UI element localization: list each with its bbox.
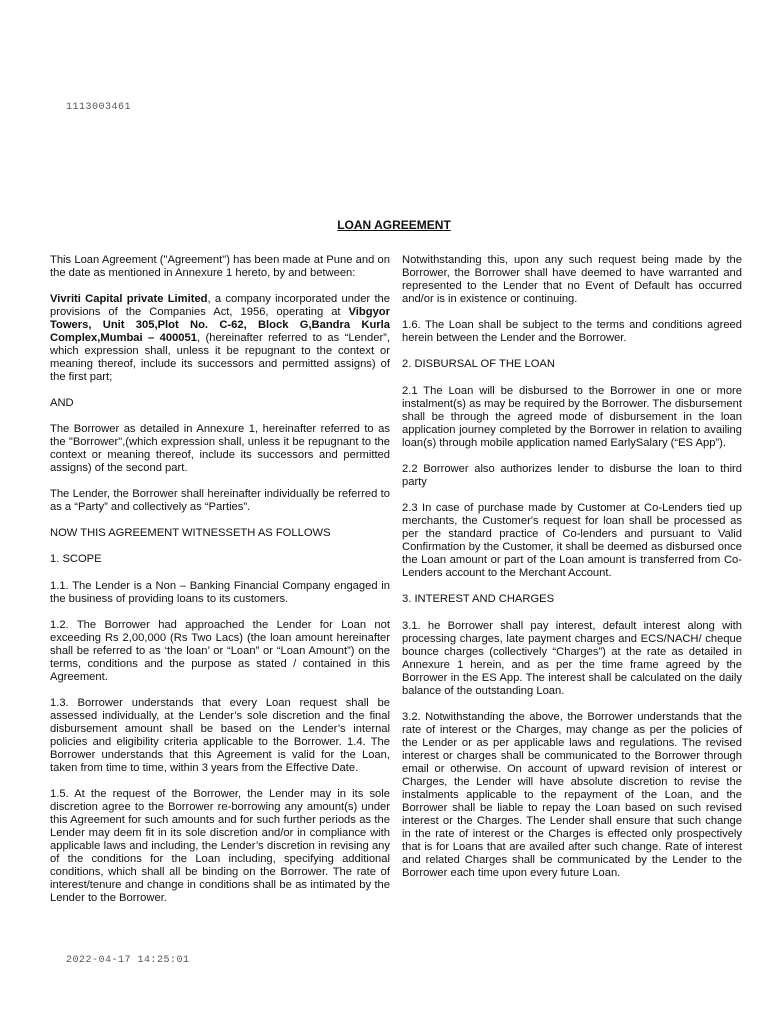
lender-name: Vivriti Capital private Limited: [50, 293, 208, 305]
intro-paragraph: This Loan Agreement ("Agreement") has been made at Pune and on the date as mentioned in Annexure 1 hereto, by and between:: [50, 254, 390, 279]
lender-text-1: , a company incorporated under the provisions of the Companies Act, 1956, operating at: [50, 293, 390, 318]
clause-1-1: 1.1. The Lender is a Non – Banking Financial Company engaged in the business of providing loans to its customers.: [50, 580, 390, 605]
print-timestamp: 2022-04-17 14:25:01: [66, 955, 190, 966]
clause-1-5: 1.5. At the request of the Borrower, the Lender may in its sole discretion agree to the Borrower re-borrowing any amount(s) under this Agreement for such amounts and for such further periods as the Lender may deem fit in its sole discretion and/or in compliance with applicable laws and including, the Lender’s discretion in revising any of the conditions for the Loan including, specifying additional conditions, which shall all be binding on the Borrower. The rate of interest/tenure and change in conditions shall be as intimated by the Lender to the Borrower.: [50, 788, 390, 904]
clause-1-2: 1.2. The Borrower had approached the Lender for Loan not exceeding Rs 2,00,000 (Rs Two Lacs) (the loan amount hereinafter shall be referred to as ‘the loan’ or “Loan” or “Loan Amount”) on the terms, conditions and the purpose as stated / contained in this Agreement.: [50, 619, 390, 683]
clause-2-1: 2.1 The Loan will be disbursed to the Borrower in one or more instalment(s) as may be required by the Borrower. The disbursement shall be through the agreed mode of disbursement in the loan application journey completed by the Borrower in relation to availing loan(s) through mobile application named EarlySalary (“ES App”).: [402, 385, 742, 449]
lender-party-paragraph: [50, 293, 390, 384]
lender-text-2: , (hereinafter referred to as “Lender”, which expression shall, unless it be repugnant to the context or meaning thereof, include its successors and permitted assigns) of the first part;: [50, 332, 391, 383]
borrower-paragraph: The Borrower as detailed in Annexure 1, hereinafter referred to as the "Borrower",(which expression shall, unless it be repugnant to the context or meaning thereof, include its successors and permitted assigns) of the second part.: [50, 423, 390, 474]
scope-heading: 1. SCOPE: [50, 553, 102, 565]
interest-heading: 3. INTEREST AND CHARGES: [402, 593, 555, 605]
right-column: [402, 254, 742, 893]
clause-1-3: 1.3. Borrower understands that every Loan request shall be assessed individually, at the Lender’s sole discretion and the final disbursement amount shall be based on the Lender’s internal policies and eligibility criteria applicable to the Borrower. 1.4. The Borrower understands that this Agreement is valid for the Loan, taken from time to time, within 3 years from the Effective Date.: [50, 697, 390, 774]
parties-paragraph: The Lender, the Borrower shall hereinafter individually be referred to as a “Party” and collectively as “Parties”.: [50, 488, 390, 513]
witnesseth-paragraph: NOW THIS AGREEMENT WITNESSETH AS FOLLOWS: [50, 527, 331, 539]
clause-1-6: 1.6. The Loan shall be subject to the terms and conditions agreed herein between the Lender and the Borrower.: [402, 319, 742, 344]
document-id: 1113003461: [66, 102, 132, 113]
left-column: [50, 254, 390, 918]
clause-3-1: 3.1. he Borrower shall pay interest, default interest along with processing charges, late payment charges and ECS/NACH/ cheque bounce charges (collectively “Charges”) at the rate as detailed in Annexure 1 herein, and as per the time frame agreed by the Borrower in the ES App. The interest shall be calculated on the daily balance of the outstanding Loan.: [402, 620, 742, 697]
clause-2-2: 2.2 Borrower also authorizes lender to disburse the loan to third party: [402, 463, 742, 488]
disbursal-heading: 2. DISBURSAL OF THE LOAN: [402, 358, 555, 370]
notwithstanding-paragraph: Notwithstanding this, upon any such request being made by the Borrower, the Borrower shall have deemed to have warranted and represented to the Lender that no Event of Default has occurred and/or is in existence or continuing.: [402, 254, 742, 305]
page-title: LOAN AGREEMENT: [337, 218, 451, 232]
clause-2-3: 2.3 In case of purchase made by Customer at Co-Lenders tied up merchants, the Customer's request for loan shall be processed as per the standard practice of Co-lenders and pursuant to Valid Confirmation by the Customer, it shall be deemed as disbursed once the Loan amount or part of the Loan amount is transferred from Co-Lenders account to the Merchant Account.: [402, 502, 742, 579]
clause-3-2: 3.2. Notwithstanding the above, the Borrower understands that the rate of interest or the Charges, may change as per the policies of the Lender or as per applicable laws and regulations. The revised interest or charges shall be communicated to the Borrower through email or otherwise. On account of upward revision of interest or Charges, the Lender will have absolute discretion to revise the instalments applicable to the repayment of the Loan, and the Borrower shall be liable to repay the Loan based on such revised interest or the Charges. The Lender shall ensure that such change in the rate of interest or the Charges is effected only prospectively that is for Loans that are availed after such change. Rate of interest and related Charges shall be communicated by the Lender to the Borrower each time upon every future Loan.: [402, 711, 742, 879]
lender-address: Vibgyor Towers, Unit 305,Plot No. C-62, Block G,Bandra Kurla Complex,Mumbai – 400051: [50, 306, 390, 344]
and-paragraph: AND: [50, 397, 74, 409]
